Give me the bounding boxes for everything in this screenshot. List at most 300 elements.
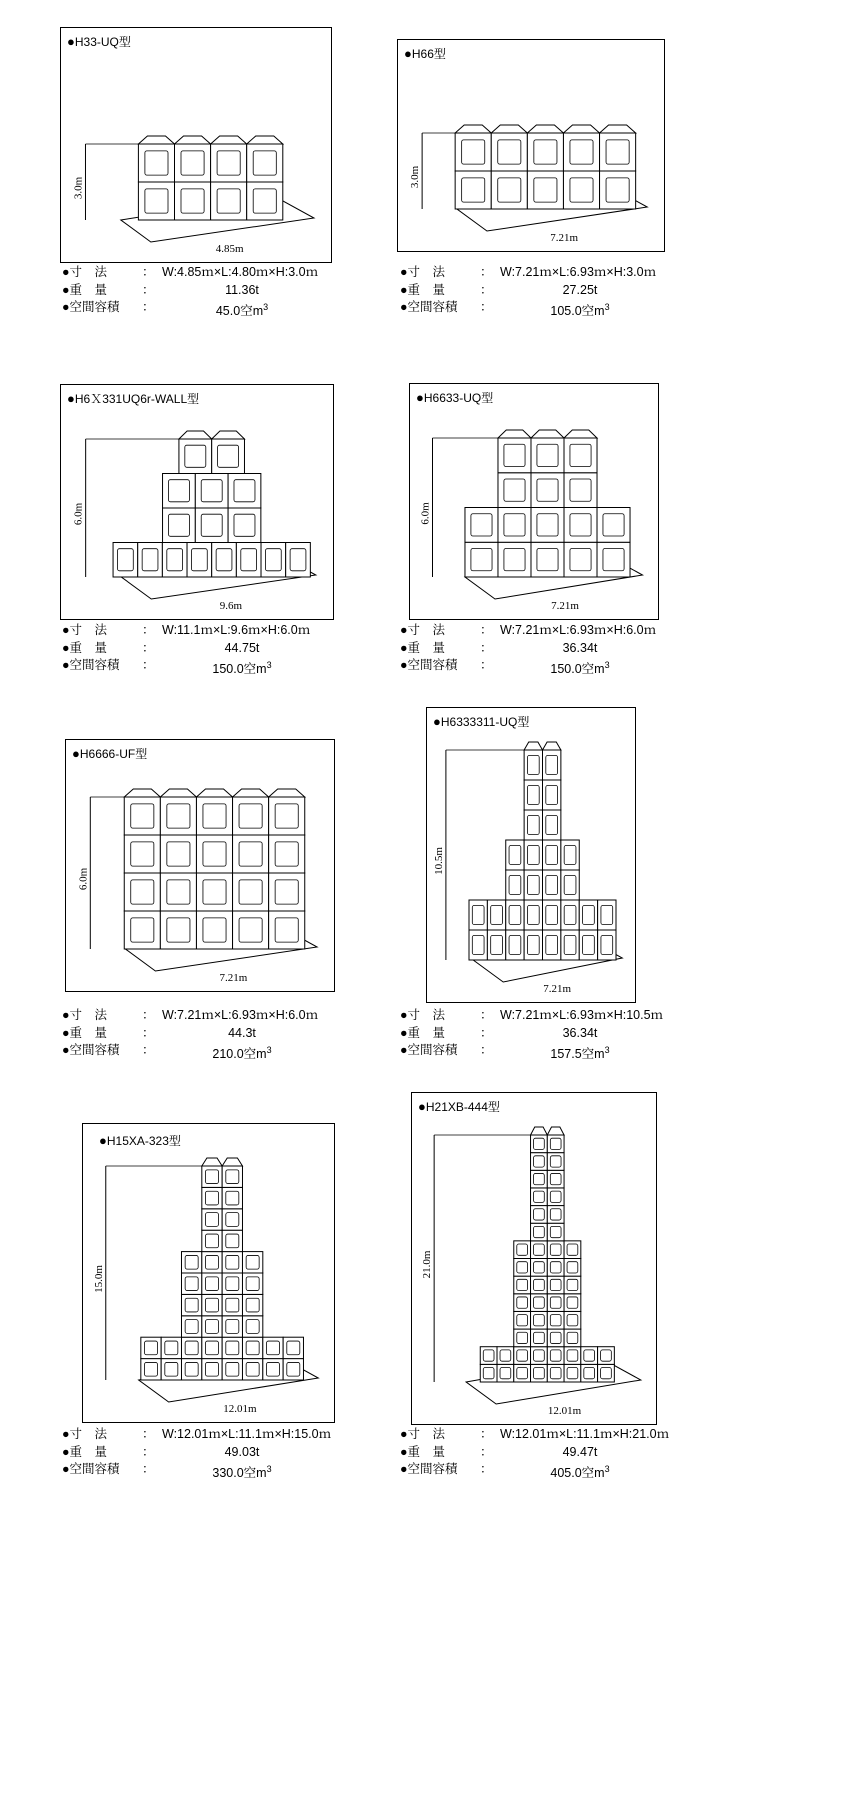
width-label: 7.21m: [551, 600, 579, 612]
block-top: [212, 431, 245, 439]
block-cell: [564, 1347, 581, 1365]
dims-row: [400, 622, 680, 640]
block-cell: [531, 1170, 548, 1188]
height-label: 6.0m: [419, 502, 432, 525]
block-cell: [269, 911, 305, 949]
block-cell: [506, 840, 524, 870]
width-label: 7.21m: [543, 983, 572, 995]
spec-label: ●寸 法: [400, 1427, 446, 1441]
bullet-icon: ●: [67, 391, 75, 406]
block-cell: [202, 1337, 222, 1358]
block-cell: [524, 840, 542, 870]
block-cell: [247, 182, 283, 220]
block-cell: [233, 835, 269, 873]
dims-row: [400, 1426, 680, 1444]
block-cell: [514, 1311, 531, 1329]
dims-row: [400, 1007, 680, 1025]
spec-value: [495, 282, 665, 300]
block-cell: [465, 542, 498, 577]
block-cell: [222, 1359, 242, 1380]
spec-value: [495, 640, 665, 658]
block-cell: [514, 1347, 531, 1365]
block-cell: [469, 930, 487, 960]
weight-row: [62, 282, 342, 300]
block-cell: [247, 144, 283, 182]
spec-colon: ：: [142, 1427, 155, 1441]
spec-colon: ：: [480, 1043, 493, 1057]
block-cell: [480, 1347, 497, 1365]
block-top: [455, 125, 491, 133]
block-cell: [524, 900, 542, 930]
block-cell: [498, 473, 531, 508]
block-cell: [113, 543, 138, 578]
model-title: H66型: [411, 47, 446, 61]
block-cell: [581, 1364, 598, 1382]
spec-label: ●重 量: [62, 282, 108, 297]
block-cell: [531, 542, 564, 577]
block-cell: [491, 171, 527, 209]
block-cell: [547, 1170, 564, 1188]
spec-colon: ：: [480, 265, 493, 279]
cubic-superscript: 3: [604, 302, 610, 312]
volume-row: [62, 299, 342, 317]
spec-value-text: 330.0空m: [212, 1466, 267, 1481]
block-cell: [455, 171, 491, 209]
spec-label: ●空間容積: [400, 658, 458, 672]
block-cell: [564, 542, 597, 577]
block-cell: [242, 1316, 262, 1337]
block-cell: [160, 797, 196, 835]
height-label: 6.0m: [77, 867, 90, 891]
model-title: H15XA-323型: [106, 1134, 181, 1148]
block-cell: [547, 1223, 564, 1241]
block-cell: [531, 1329, 548, 1347]
spec-label: ●空間容積: [400, 300, 458, 314]
block-cell: [269, 797, 305, 835]
block-cell: [524, 870, 542, 900]
block-cell: [160, 911, 196, 949]
block-cell: [196, 835, 232, 873]
spec-value: [495, 657, 665, 679]
block-cell: [543, 750, 561, 780]
block-cell: [524, 930, 542, 960]
spec-label: ●寸 法: [62, 265, 108, 279]
weight-row: [400, 640, 680, 658]
block-cell: [202, 1359, 222, 1380]
spec-colon: ：: [142, 1462, 155, 1476]
spec-value-text: 44.3t: [228, 1025, 256, 1040]
spec-colon: ：: [480, 1427, 493, 1441]
block-cell: [286, 543, 311, 578]
block-cell: [124, 911, 160, 949]
block-cell: [564, 1241, 581, 1259]
width-label: 4.85m: [215, 243, 244, 255]
block-cell: [228, 474, 261, 509]
width-label: 9.6m: [219, 600, 243, 612]
block-cell: [531, 1241, 548, 1259]
spec-colon: ：: [480, 1462, 493, 1476]
model-title: H33-UQ型: [74, 35, 131, 49]
block-top: [124, 789, 160, 797]
spec-value: [162, 1007, 318, 1025]
block-cell: [175, 144, 211, 182]
spec-colon: ：: [142, 1444, 155, 1459]
weight-row: [62, 1444, 342, 1462]
spec-value: [162, 1426, 331, 1444]
block-cell: [212, 543, 237, 578]
block-cell: [222, 1337, 242, 1358]
height-label: 3.0m: [409, 165, 422, 189]
dims-row: [400, 264, 680, 282]
model-title: H6666-UF型: [79, 747, 148, 761]
model-card-h21xb-444: [411, 1092, 657, 1425]
spec-value: [157, 1025, 327, 1043]
block-cell: [564, 1311, 581, 1329]
spec-colon: ：: [142, 623, 155, 637]
block-cell: [564, 1294, 581, 1312]
width-label: 7.21m: [550, 232, 579, 244]
block-cell: [543, 840, 561, 870]
block-cell: [531, 1311, 548, 1329]
model-card-h15xa-323: [82, 1123, 335, 1423]
spec-colon: ：: [480, 658, 493, 672]
block-cell: [531, 1276, 548, 1294]
spec-value: [495, 1025, 665, 1043]
weight-row: [400, 1025, 680, 1043]
spec-value-text: W:7.21ｍ×L:6.93ｍ×H:3.0ｍ: [500, 265, 657, 279]
spec-label: ●重 量: [400, 640, 446, 655]
block-cell: [597, 508, 630, 543]
spec-colon: ：: [142, 1043, 155, 1057]
volume-row: [62, 1461, 342, 1479]
bullet-icon: ●: [99, 1133, 107, 1148]
spec-label: ●空間容積: [400, 1462, 458, 1476]
block-cell: [269, 835, 305, 873]
block-top: [175, 136, 211, 144]
block-cell: [283, 1337, 303, 1358]
spec-label: ●重 量: [400, 282, 446, 297]
block-cell: [181, 1359, 201, 1380]
block-cell: [564, 1364, 581, 1382]
spec-colon: ：: [142, 640, 155, 655]
block-cell: [222, 1187, 242, 1208]
block-cell: [547, 1153, 564, 1171]
spec-colon: ：: [142, 265, 155, 279]
spec-value-text: 45.0空m: [215, 304, 264, 319]
block-cell: [547, 1276, 564, 1294]
spec-colon: ：: [142, 658, 155, 672]
block-cell: [547, 1241, 564, 1259]
block-cell: [163, 474, 196, 509]
cubic-superscript: 3: [266, 1464, 272, 1474]
block-cell: [561, 870, 579, 900]
block-cell: [543, 870, 561, 900]
spec-colon: ：: [480, 300, 493, 314]
block-cell: [263, 1359, 283, 1380]
block-cell: [531, 1206, 548, 1224]
block-cell: [564, 1329, 581, 1347]
block-cell: [222, 1316, 242, 1337]
spec-value-text: 36.34t: [562, 1025, 598, 1040]
spec-value-text: 44.75t: [224, 640, 260, 655]
block-cell: [579, 930, 597, 960]
block-cell: [561, 840, 579, 870]
block-cell: [547, 1364, 564, 1382]
spec-colon: ：: [142, 1008, 155, 1022]
cubic-superscript: 3: [266, 1045, 272, 1055]
spec-value: [157, 1461, 327, 1483]
block-cell: [543, 930, 561, 960]
spec-label: ●空間容積: [62, 1043, 120, 1057]
spec-colon: ：: [480, 282, 493, 297]
spec-list: [400, 622, 680, 675]
reef-block-drawing: [61, 28, 333, 264]
spec-value: [157, 640, 327, 658]
block-cell: [222, 1294, 242, 1315]
block-cell: [487, 900, 505, 930]
block-top: [269, 789, 305, 797]
block-cell: [187, 543, 212, 578]
block-cell: [236, 543, 261, 578]
model-card-h6333311-uq: [426, 707, 636, 1003]
dims-row: [62, 1007, 342, 1025]
block-cell: [202, 1166, 222, 1187]
spec-value-text: 11.36t: [225, 282, 259, 297]
spec-value: [162, 622, 310, 640]
model-card-h6633-uq: [409, 383, 659, 620]
block-top: [531, 1127, 548, 1135]
block-cell: [547, 1347, 564, 1365]
spec-label: ●空間容積: [62, 1462, 120, 1476]
block-cell: [506, 930, 524, 960]
block-cell: [514, 1329, 531, 1347]
block-top: [233, 789, 269, 797]
spec-label: ●寸 法: [400, 623, 446, 637]
block-cell: [514, 1364, 531, 1382]
spec-label: ●寸 法: [400, 1008, 446, 1022]
spec-colon: ：: [480, 1444, 493, 1459]
spec-list: [62, 264, 342, 317]
reef-block-drawing: [61, 385, 335, 621]
spec-list: [400, 264, 680, 317]
block-cell: [211, 144, 247, 182]
block-cell: [141, 1337, 161, 1358]
block-top: [531, 430, 564, 438]
block-cell: [531, 1223, 548, 1241]
block-cell: [531, 473, 564, 508]
block-cell: [242, 1294, 262, 1315]
block-cell: [564, 473, 597, 508]
model-card-h66: [397, 39, 665, 252]
spec-value-text: 210.0空m: [212, 1047, 267, 1062]
spec-label: ●寸 法: [62, 1008, 108, 1022]
block-cell: [455, 133, 491, 171]
block-cell: [487, 930, 505, 960]
block-top: [498, 430, 531, 438]
spec-value: [157, 299, 327, 321]
spec-value: [500, 1426, 669, 1444]
spec-value-text: W:4.85ｍ×L:4.80ｍ×H:3.0ｍ: [162, 265, 319, 279]
spec-value-text: W:12.01ｍ×L:11.1ｍ×H:21.0ｍ: [500, 1427, 670, 1441]
block-cell: [263, 1337, 283, 1358]
block-cell: [222, 1252, 242, 1273]
block-cell: [160, 835, 196, 873]
block-cell: [531, 438, 564, 473]
block-cell: [579, 900, 597, 930]
block-top: [138, 136, 174, 144]
spec-label: ●重 量: [62, 640, 108, 655]
width-label: 12.01m: [223, 1403, 257, 1415]
spec-value-text: 27.25t: [562, 282, 598, 297]
block-cell: [543, 900, 561, 930]
block-cell: [181, 1273, 201, 1294]
block-cell: [531, 1364, 548, 1382]
block-cell: [514, 1241, 531, 1259]
block-cell: [138, 144, 174, 182]
volume-row: [400, 1042, 680, 1060]
block-cell: [233, 911, 269, 949]
spec-value-text: W:11.1ｍ×L:9.6ｍ×H:6.0ｍ: [162, 623, 311, 637]
block-cell: [543, 780, 561, 810]
block-cell: [531, 1153, 548, 1171]
model-card-h6x331uq6r-wall: [60, 384, 334, 620]
block-cell: [531, 1347, 548, 1365]
spec-label: ●空間容積: [400, 1043, 458, 1057]
block-top: [564, 430, 597, 438]
bullet-icon: ●: [67, 34, 75, 49]
block-cell: [138, 543, 163, 578]
block-cell: [181, 1316, 201, 1337]
spec-colon: ：: [142, 1025, 155, 1040]
weight-row: [62, 640, 342, 658]
block-cell: [195, 474, 228, 509]
width-label: 12.01m: [547, 1405, 582, 1417]
block-cell: [233, 797, 269, 835]
spec-colon: ：: [480, 1025, 493, 1040]
block-cell: [202, 1294, 222, 1315]
weight-row: [400, 282, 680, 300]
block-cell: [212, 439, 245, 474]
block-cell: [202, 1252, 222, 1273]
spec-label: ●重 量: [400, 1444, 446, 1459]
reef-block-drawing: [66, 740, 336, 993]
block-cell: [600, 171, 636, 209]
height-label: 21.0m: [421, 1250, 434, 1279]
block-cell: [163, 508, 196, 543]
spec-value: [500, 264, 656, 282]
block-cell: [497, 1364, 514, 1382]
model-card-h6666-uf: [65, 739, 335, 992]
block-cell: [597, 542, 630, 577]
block-cell: [514, 1276, 531, 1294]
block-cell: [600, 133, 636, 171]
block-cell: [202, 1273, 222, 1294]
block-cell: [124, 873, 160, 911]
block-top: [160, 789, 196, 797]
block-cell: [506, 900, 524, 930]
cubic-superscript: 3: [604, 660, 610, 670]
block-cell: [527, 171, 563, 209]
block-top: [527, 125, 563, 133]
spec-label: ●寸 法: [62, 1427, 108, 1441]
block-cell: [162, 543, 187, 578]
block-cell: [524, 750, 542, 780]
spec-value-text: 36.34t: [562, 640, 598, 655]
block-cell: [531, 1135, 548, 1153]
block-cell: [498, 508, 531, 543]
block-cell: [196, 797, 232, 835]
block-top: [600, 125, 636, 133]
block-cell: [543, 810, 561, 840]
spec-value-text: 49.47t: [562, 1444, 598, 1459]
width-label: 7.21m: [219, 972, 248, 984]
height-label: 3.0m: [72, 176, 85, 200]
block-cell: [524, 810, 542, 840]
block-top: [202, 1158, 222, 1166]
block-top: [222, 1158, 242, 1166]
model-title: H6633-UQ型: [423, 391, 494, 405]
block-cell: [531, 1294, 548, 1312]
spec-colon: ：: [142, 300, 155, 314]
block-cell: [161, 1337, 181, 1358]
block-cell: [181, 1252, 201, 1273]
block-cell: [547, 1188, 564, 1206]
block-cell: [561, 930, 579, 960]
block-cell: [480, 1364, 497, 1382]
model-card-h33-uq: [60, 27, 332, 263]
spec-value: [495, 1461, 665, 1483]
block-cell: [242, 1273, 262, 1294]
block-cell: [498, 438, 531, 473]
block-cell: [563, 133, 599, 171]
block-top: [179, 431, 212, 439]
bullet-icon: ●: [416, 390, 424, 405]
spec-list: [62, 1007, 342, 1060]
block-cell: [124, 797, 160, 835]
block-cell: [222, 1230, 242, 1251]
spec-value-text: 150.0空m: [212, 662, 267, 677]
dims-row: [62, 622, 342, 640]
dims-row: [62, 1426, 342, 1444]
spec-label: ●重 量: [400, 1025, 446, 1040]
block-cell: [506, 870, 524, 900]
spec-colon: ：: [142, 282, 155, 297]
block-top: [247, 136, 283, 144]
block-cell: [547, 1259, 564, 1277]
block-cell: [564, 508, 597, 543]
block-top: [211, 136, 247, 144]
spec-value: [495, 1042, 665, 1064]
reef-block-drawing: [412, 1093, 658, 1426]
block-cell: [222, 1166, 242, 1187]
spec-value: [157, 1444, 327, 1462]
bullet-icon: ●: [72, 746, 80, 761]
dims-row: [62, 264, 342, 282]
spec-value: [500, 1007, 663, 1025]
bullet-icon: ●: [433, 714, 441, 729]
block-cell: [547, 1329, 564, 1347]
block-cell: [547, 1206, 564, 1224]
spec-value: [157, 282, 327, 300]
model-title: H21XB-444型: [425, 1100, 500, 1114]
reef-block-drawing: [427, 708, 637, 1004]
block-cell: [527, 133, 563, 171]
spec-label: ●重 量: [62, 1444, 108, 1459]
block-cell: [563, 171, 599, 209]
spec-label: ●重 量: [62, 1025, 108, 1040]
block-cell: [181, 1337, 201, 1358]
block-cell: [514, 1294, 531, 1312]
